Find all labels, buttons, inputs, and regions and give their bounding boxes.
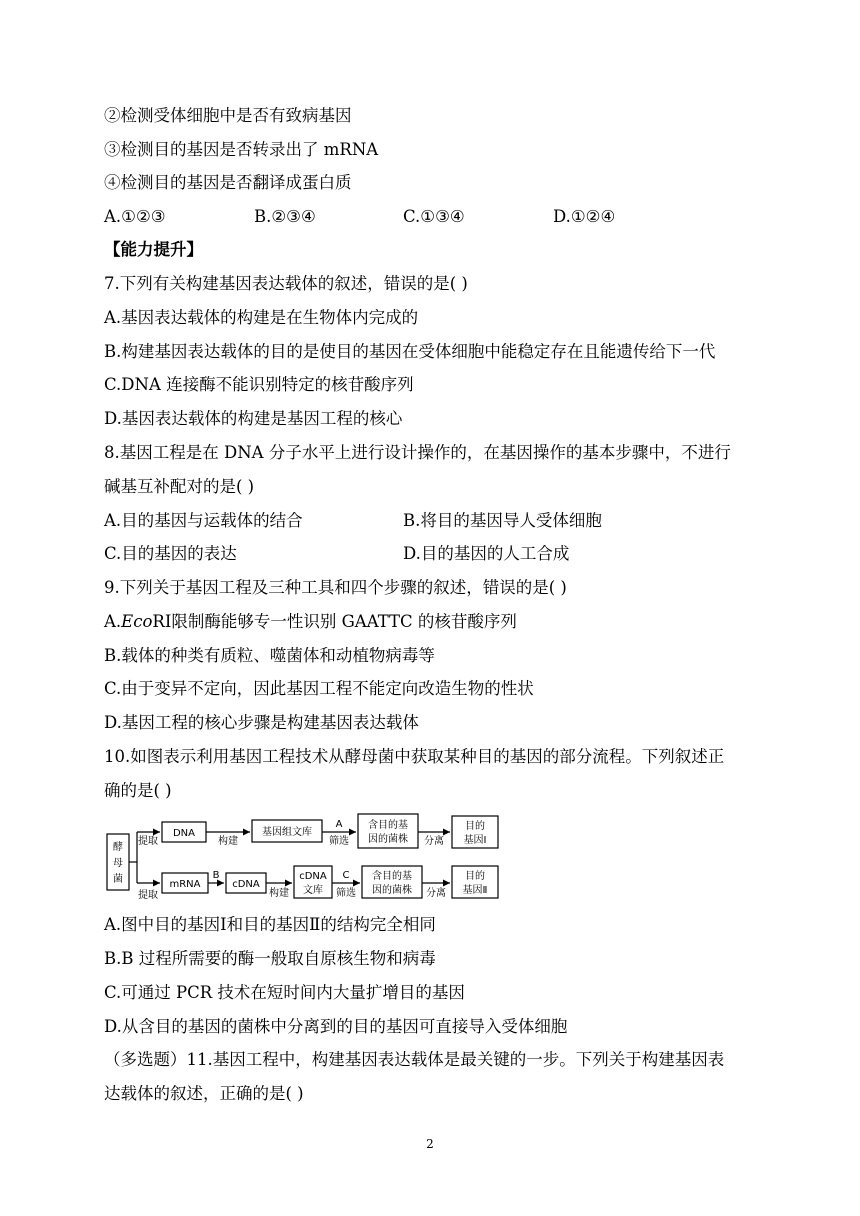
q7-option-d: D.基因表达载体的构建是基因工程的核心 <box>104 409 403 428</box>
q10-option-c: C.可通过 PCR 技术在短时间内大量扩增目的基因 <box>104 983 465 1002</box>
yeast-char-3: 菌 <box>113 874 123 885</box>
gene-2-line2: 基因Ⅱ <box>462 885 488 896</box>
q10-stem-line1: 10.如图表示利用基因工程技术从酵母菌中获取某种目的基因的部分流程。下列叙述正 <box>104 747 725 766</box>
row2-library-line2: 文库 <box>303 885 323 896</box>
q8-option-c: C.目的基因的表达 <box>104 544 237 563</box>
q6-option-c: C.①③④ <box>403 207 465 226</box>
q7-stem: 7.下列有关构建基因表达载体的叙述，错误的是( ) <box>104 274 468 293</box>
row2-build-label: 构建 <box>269 888 289 899</box>
yeast-char-1: 酵 <box>113 842 123 853</box>
q10-option-d: D.从含目的基因的菌株中分离到的目的基因可直接导入受体细胞 <box>104 1017 568 1036</box>
q9-option-b: B.载体的种类有质粒、噬菌体和动植物病毒等 <box>104 646 435 665</box>
row1-strain-line1: 含目的基 <box>368 820 408 831</box>
q9-option-c: C.由于变异不定向，因此基因工程不能定向改造生物的性状 <box>104 679 534 698</box>
q6-option-a: A.①②③ <box>104 207 166 226</box>
gene-1-line2: 基因Ⅰ <box>463 835 487 846</box>
q8-option-d: D.目的基因的人工合成 <box>403 544 570 563</box>
gene-1-line1: 目的 <box>465 821 485 832</box>
row2-screen-label: 筛选 <box>336 888 356 899</box>
q7-option-a: A.基因表达载体的构建是在生物体内完成的 <box>104 308 419 327</box>
row1-strain-line2: 因的菌株 <box>368 834 408 845</box>
row1-screen-label: 筛选 <box>329 836 349 847</box>
q6-option-d: D.①②④ <box>553 207 616 226</box>
page-number: 2 <box>426 1137 434 1151</box>
row2-step-c-label: C <box>342 870 350 881</box>
row2-step-b-label: B <box>212 870 220 881</box>
q7-option-c: C.DNA 连接酶不能识别特定的核苷酸序列 <box>104 375 414 394</box>
q9a-rest: RⅠ限制酶能够专一性识别 GAATTC 的核苷酸序列 <box>152 612 517 631</box>
q8-option-a: A.目的基因与运载体的结合 <box>104 511 303 530</box>
q6-item-4: ④检测目的基因是否翻译成蛋白质 <box>104 173 352 192</box>
q10-stem-line2: 确的是( ) <box>104 781 172 800</box>
q11-stem-line2: 达载体的叙述，正确的是( ) <box>104 1084 304 1103</box>
q6-item-3: ③检测目的基因是否转录出了 mRNA <box>104 140 379 159</box>
q10-option-b: B.B 过程所需要的酶一般取自原核生物和病毒 <box>104 949 436 968</box>
q8-option-b: B.将目的基因导人受体细胞 <box>403 511 602 530</box>
section-heading: 【能力提升】 <box>104 240 203 259</box>
q6-option-b: B.②③④ <box>254 207 316 226</box>
row2-strain-line2: 因的菌株 <box>372 885 412 896</box>
q9-option-a <box>104 612 517 632</box>
q10-option-a: A.图中目的基因Ⅰ和目的基因Ⅱ的结构完全相同 <box>104 915 436 934</box>
gene-2-line1: 目的 <box>465 871 485 882</box>
row1-dna-label: DNA <box>172 828 196 839</box>
row2-mrna-label: mRNA <box>169 879 201 890</box>
q6-item-2: ②检测受体细胞中是否有致病基因 <box>104 106 352 125</box>
q9a-prefix: A. <box>104 612 122 631</box>
row2-separate-label: 分离 <box>426 888 446 899</box>
yeast-char-2: 母 <box>113 858 123 869</box>
row1-library-label: 基因组文库 <box>262 827 312 838</box>
q7-option-b: B.构建基因表达载体的目的是使目的基因在受体细胞中能稳定存在且能遗传给下一代 <box>104 342 716 361</box>
q11-stem-line1: （多选题）11.基因工程中，构建基因表达载体是最关键的一步。下列关于构建基因表 <box>104 1050 725 1069</box>
q9a-italic: Eco <box>121 612 153 631</box>
q8-stem-line1: 8.基因工程是在 DNA 分子水平上进行设计操作的，在基因操作的基本步骤中，不进行 <box>104 443 731 462</box>
row2-cdna-label: cDNA <box>232 879 260 890</box>
row1-build-label: 构建 <box>218 836 238 847</box>
row2-extract-label: 提取 <box>138 890 158 901</box>
q9-stem: 9.下列关于基因工程及三种工具和四个步骤的叙述，错误的是( ) <box>104 578 567 597</box>
gene-flow-diagram <box>104 806 504 902</box>
row1-separate-label: 分离 <box>424 836 444 847</box>
q8-stem-line2: 碱基互补配对的是( ) <box>104 477 255 496</box>
row2-library-line1: cDNA <box>299 871 327 882</box>
row2-strain-line1: 含目的基 <box>372 871 412 882</box>
row1-step-a-label: A <box>335 819 343 830</box>
row1-extract-label: 提取 <box>138 836 158 847</box>
q9-option-d: D.基因工程的核心步骤是构建基因表达载体 <box>104 713 419 732</box>
